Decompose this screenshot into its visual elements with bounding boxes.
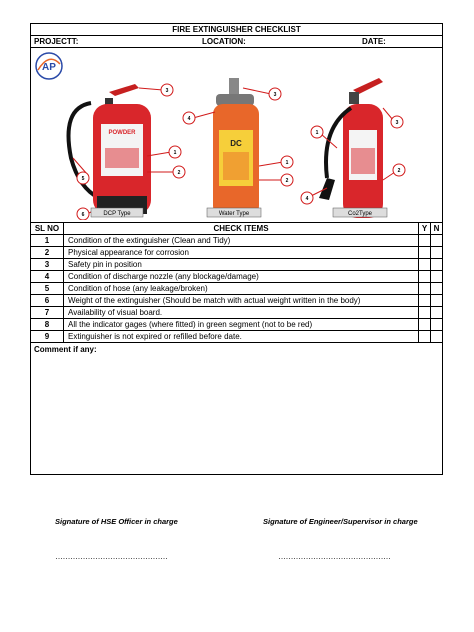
table-row	[31, 247, 443, 259]
check-item: All the indicator gages (where fitted) in green segment (not to be red)	[64, 319, 419, 331]
header-row	[31, 36, 443, 48]
checklist-table	[30, 23, 443, 475]
svg-text:1: 1	[173, 150, 177, 156]
extinguisher-images-panel	[31, 48, 443, 223]
svg-text:1: 1	[285, 160, 289, 166]
yes-checkbox[interactable]	[419, 307, 431, 319]
no-checkbox[interactable]	[431, 331, 443, 343]
svg-text:3: 3	[273, 92, 277, 98]
hse-signature-line[interactable]: ………………………………………	[55, 552, 168, 561]
dcp-extinguisher	[69, 84, 152, 214]
no-checkbox[interactable]	[431, 319, 443, 331]
yes-checkbox[interactable]	[419, 331, 431, 343]
location-label: LOCATION:	[202, 37, 246, 46]
col-no: N	[431, 223, 443, 235]
no-checkbox[interactable]	[431, 271, 443, 283]
svg-text:6: 6	[81, 212, 85, 218]
svg-text:POWDER: POWDER	[108, 130, 136, 136]
callout-dcp-2	[147, 166, 185, 178]
engineer-signature-line[interactable]: ………………………………………	[278, 552, 391, 561]
no-checkbox[interactable]	[431, 283, 443, 295]
svg-text:2: 2	[397, 168, 401, 174]
svg-text:1: 1	[315, 130, 319, 136]
check-item: Physical appearance for corrosion	[64, 247, 419, 259]
caption-co2: Co2Type	[347, 211, 373, 217]
table-row	[31, 271, 443, 283]
callout-water-4	[183, 112, 215, 124]
project-label: PROJECTT:	[34, 37, 79, 46]
row-number: 8	[31, 319, 64, 331]
row-number: 4	[31, 271, 64, 283]
check-item: Extinguisher is not expired or refilled before date.	[64, 331, 419, 343]
company-logo	[36, 53, 62, 79]
row-number: 3	[31, 259, 64, 271]
row-number: 1	[31, 235, 64, 247]
callout-dcp-1	[147, 146, 181, 158]
table-row	[31, 259, 443, 271]
svg-text:3: 3	[165, 88, 169, 94]
callout-water-2	[259, 174, 293, 186]
check-item: Condition of discharge nozzle (any blockage/damage)	[64, 271, 419, 283]
row-number: 6	[31, 295, 64, 307]
no-checkbox[interactable]	[431, 259, 443, 271]
no-checkbox[interactable]	[431, 247, 443, 259]
no-checkbox[interactable]	[431, 235, 443, 247]
svg-text:4: 4	[187, 116, 191, 122]
check-item: Condition of hose (any leakage/broken)	[64, 283, 419, 295]
table-row	[31, 283, 443, 295]
callout-water-1	[259, 156, 293, 168]
hse-signature-label: Signature of HSE Officer in charge	[55, 517, 178, 526]
yes-checkbox[interactable]	[419, 271, 431, 283]
check-item: Condition of the extinguisher (Clean and Tidy)	[64, 235, 419, 247]
extinguisher-illustration	[31, 48, 443, 220]
svg-text:3: 3	[395, 120, 399, 126]
checklist-title: FIRE EXTINGUISHER CHECKLIST	[31, 24, 443, 36]
caption-water: Water Type	[218, 211, 250, 217]
table-row	[31, 319, 443, 331]
col-yes: Y	[419, 223, 431, 235]
svg-text:DC: DC	[230, 139, 242, 148]
callout-dcp-3	[139, 84, 173, 96]
check-item: Weight of the extinguisher (Should be match with actual weight written in the body)	[64, 295, 419, 307]
col-check-items: CHECK ITEMS	[64, 223, 419, 235]
table-row	[31, 235, 443, 247]
water-extinguisher	[213, 78, 259, 216]
row-number: 9	[31, 331, 64, 343]
yes-checkbox[interactable]	[419, 259, 431, 271]
callout-co2-2	[383, 164, 405, 180]
table-row	[31, 295, 443, 307]
row-number: 7	[31, 307, 64, 319]
check-item: Availability of visual board.	[64, 307, 419, 319]
yes-checkbox[interactable]	[419, 283, 431, 295]
yes-checkbox[interactable]	[419, 295, 431, 307]
row-number: 2	[31, 247, 64, 259]
svg-text:2: 2	[177, 170, 181, 176]
yes-checkbox[interactable]	[419, 319, 431, 331]
caption-dcp: DCP Type	[103, 211, 131, 217]
date-label: DATE:	[362, 37, 386, 46]
col-slno: SL NO	[31, 223, 64, 235]
no-checkbox[interactable]	[431, 307, 443, 319]
yes-checkbox[interactable]	[419, 235, 431, 247]
table-row	[31, 307, 443, 319]
figure-captions	[91, 208, 387, 217]
checklist-sheet	[30, 23, 442, 475]
yes-checkbox[interactable]	[419, 247, 431, 259]
logo-text: AP	[42, 62, 56, 73]
check-item: Safety pin in position	[64, 259, 419, 271]
comment-label: Comment if any:	[34, 345, 97, 354]
svg-text:4: 4	[305, 196, 309, 202]
no-checkbox[interactable]	[431, 295, 443, 307]
engineer-signature-label: Signature of Engineer/Supervisor in charge	[263, 517, 418, 526]
comment-area[interactable]	[31, 343, 443, 475]
co2-extinguisher	[319, 78, 383, 218]
row-number: 5	[31, 283, 64, 295]
callout-co2-3	[383, 108, 403, 128]
svg-text:5: 5	[81, 176, 85, 182]
svg-text:2: 2	[285, 178, 289, 184]
table-row	[31, 331, 443, 343]
